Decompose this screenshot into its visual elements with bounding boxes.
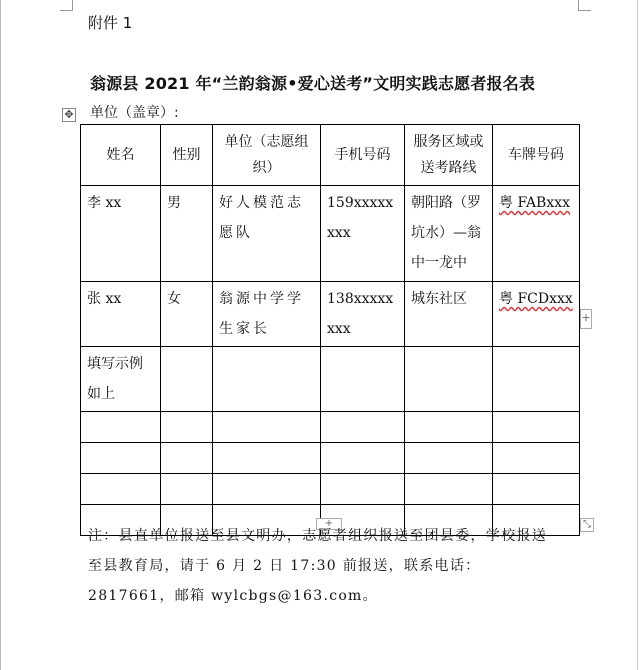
table-cell[interactable]: 翁源中学学生家长	[213, 282, 321, 347]
table-cell[interactable]: 138xxxxxxxx	[321, 282, 405, 347]
margin-corner-mark	[578, 0, 591, 11]
table-cell[interactable]: 女	[161, 282, 213, 347]
header-cell-service-area[interactable]: 服务区域或送考路线	[405, 125, 493, 186]
table-cell[interactable]	[493, 412, 580, 443]
table-cell[interactable]	[161, 347, 213, 412]
table-cell[interactable]	[405, 347, 493, 412]
table-cell[interactable]	[81, 443, 161, 474]
table-cell[interactable]: 男	[161, 186, 213, 282]
table-cell[interactable]	[321, 412, 405, 443]
table-cell[interactable]	[493, 474, 580, 505]
table-resize-icon[interactable]: ⤡	[580, 518, 594, 532]
table-cell[interactable]: 159xxxxxxxx	[321, 186, 405, 282]
table-cell[interactable]	[213, 412, 321, 443]
table-cell[interactable]	[81, 412, 161, 443]
page-edge-right	[637, 0, 638, 670]
header-cell-name[interactable]: 姓名	[81, 125, 161, 186]
table-cell[interactable]	[321, 347, 405, 412]
table-row	[81, 412, 580, 443]
margin-corner-mark	[60, 0, 73, 11]
table-cell[interactable]	[81, 474, 161, 505]
table-cell[interactable]	[213, 443, 321, 474]
table-cell[interactable]	[213, 474, 321, 505]
page-edge-left	[0, 0, 1, 670]
table-cell[interactable]	[321, 474, 405, 505]
table-cell[interactable]: 张 xx	[81, 282, 161, 347]
table-cell[interactable]	[493, 347, 580, 412]
table-move-handle-icon[interactable]: ✥	[62, 108, 76, 122]
plate-number-text: 粤 FCDxxx	[499, 291, 573, 307]
document-title[interactable]: 翁源县 2021 年“兰韵翁源•爱心送考”文明实践志愿者报名表	[90, 74, 536, 93]
table-row	[81, 443, 580, 474]
table-cell[interactable]: 填写示例如上	[81, 347, 161, 412]
table-cell[interactable]	[321, 443, 405, 474]
header-cell-plate[interactable]: 车牌号码	[493, 125, 580, 186]
table-row	[81, 347, 580, 412]
table-cell[interactable]	[493, 186, 580, 282]
table-cell[interactable]	[405, 474, 493, 505]
header-cell-gender[interactable]: 性别	[161, 125, 213, 186]
table-cell[interactable]	[213, 347, 321, 412]
table-cell[interactable]: 城东社区	[405, 282, 493, 347]
table-header-row	[81, 125, 580, 186]
table-cell[interactable]	[493, 443, 580, 474]
unit-seal-label[interactable]: 单位（盖章）:	[90, 105, 179, 121]
table-row	[81, 282, 580, 347]
plate-number-text: 粤 FABxxx	[499, 195, 571, 211]
table-cell[interactable]	[161, 474, 213, 505]
registration-table	[80, 124, 580, 536]
submission-note[interactable]: 注：县直单位报送至县文明办，志愿者组织报送至团县委，学校报送至县教育局，请于 6 月 2 日 17:30 前报送，联系电话：2817661，邮箱 wylcbgs@163.com。	[88, 528, 547, 604]
table-cell[interactable]	[405, 412, 493, 443]
table-cell[interactable]	[405, 443, 493, 474]
table-row	[81, 186, 580, 282]
header-cell-phone[interactable]: 手机号码	[321, 125, 405, 186]
table-cell[interactable]	[493, 282, 580, 347]
table-cell[interactable]: 好人模范志愿队	[213, 186, 321, 282]
add-column-icon[interactable]: +	[580, 309, 592, 329]
table-cell[interactable]	[161, 412, 213, 443]
table-cell[interactable]: 朝阳路（罗坑水）—翁中一龙中	[405, 186, 493, 282]
table-cell[interactable]: 李 xx	[81, 186, 161, 282]
table-row	[81, 474, 580, 505]
add-row-icon[interactable]: +	[316, 518, 342, 530]
attachment-label[interactable]: 附件 1	[88, 14, 133, 32]
header-cell-organization[interactable]: 单位（志愿组织）	[213, 125, 321, 186]
table-cell[interactable]	[161, 443, 213, 474]
